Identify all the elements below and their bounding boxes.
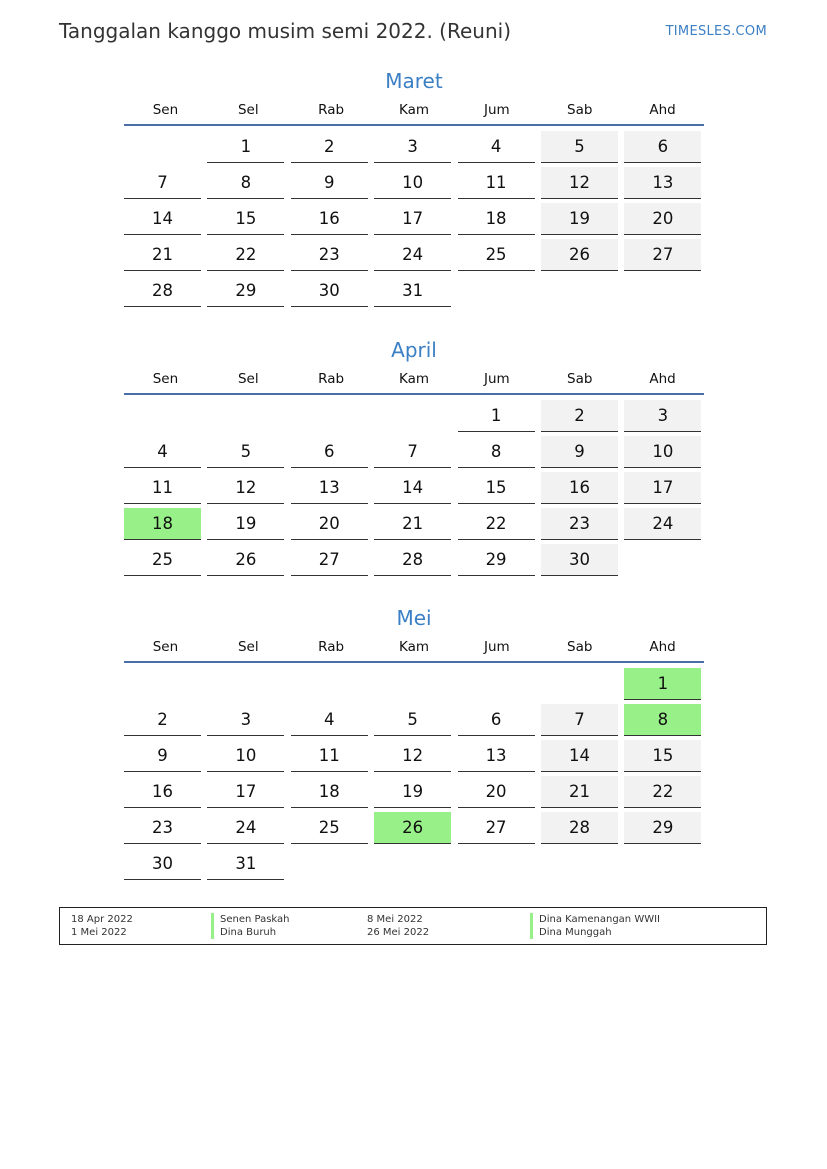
day-cell: 31 — [207, 848, 284, 880]
day-cell: 26 — [541, 239, 618, 271]
day-cell: 22 — [207, 239, 284, 271]
day-cell: 11 — [458, 167, 535, 199]
day-cell: 9 — [291, 167, 368, 199]
day-cell: 15 — [207, 203, 284, 235]
day-cell: 16 — [291, 203, 368, 235]
day-cell: 20 — [458, 776, 535, 808]
day-cell: 5 — [541, 131, 618, 163]
day-cell: 7 — [374, 436, 451, 468]
page-title: Tanggalan kanggo musim semi 2022. (Reuni) — [59, 19, 512, 43]
day-cell: 19 — [541, 203, 618, 235]
day-cell: 11 — [124, 472, 201, 504]
day-cell: 10 — [207, 740, 284, 772]
day-cell: 15 — [624, 740, 701, 772]
weekday-label: Ahd — [649, 371, 676, 387]
week-row — [124, 167, 704, 203]
empty-cell — [541, 668, 618, 699]
empty-cell — [624, 848, 701, 879]
weekday-label: Sen — [152, 102, 179, 118]
empty-cell — [124, 668, 201, 699]
empty-cell — [374, 400, 451, 431]
week-row — [124, 472, 704, 508]
day-cell: 31 — [374, 275, 451, 307]
day-cell: 12 — [541, 167, 618, 199]
calendar-grid — [124, 131, 704, 311]
empty-cell — [291, 400, 368, 431]
day-cell: 8 — [207, 167, 284, 199]
weekday-header — [124, 369, 704, 395]
legend-date: 1 Mei 2022 — [71, 927, 127, 938]
day-cell: 17 — [374, 203, 451, 235]
day-cell: 6 — [624, 131, 701, 163]
day-cell: 20 — [624, 203, 701, 235]
day-cell: 21 — [124, 239, 201, 271]
day-cell: 13 — [624, 167, 701, 199]
day-cell: 6 — [291, 436, 368, 468]
calendar-grid — [124, 668, 704, 884]
day-cell: 12 — [374, 740, 451, 772]
weekday-label: Kam — [398, 371, 430, 387]
weekday-label: Ahd — [649, 639, 676, 655]
day-cell: 4 — [458, 131, 535, 163]
week-row — [124, 848, 704, 884]
legend-holiday-name: Dina Buruh — [211, 926, 276, 939]
weekday-label: Sab — [567, 102, 593, 118]
day-cell: 14 — [374, 472, 451, 504]
day-cell: 1 — [458, 400, 535, 432]
empty-cell — [124, 400, 201, 431]
empty-cell — [374, 848, 451, 879]
weekday-label: Sel — [237, 371, 259, 387]
day-cell: 28 — [374, 544, 451, 576]
day-cell: 16 — [541, 472, 618, 504]
day-cell: 30 — [124, 848, 201, 880]
day-cell: 6 — [458, 704, 535, 736]
month-march — [124, 66, 704, 311]
day-cell: 25 — [291, 812, 368, 844]
day-cell: 2 — [124, 704, 201, 736]
day-cell: 2 — [291, 131, 368, 163]
day-cell: 3 — [624, 400, 701, 432]
day-cell: 19 — [374, 776, 451, 808]
legend-date: 18 Apr 2022 — [71, 914, 133, 925]
empty-cell — [624, 544, 701, 575]
week-row — [124, 436, 704, 472]
day-cell: 24 — [207, 812, 284, 844]
weekday-label: Sel — [237, 639, 259, 655]
month-april — [124, 335, 704, 580]
day-cell: 14 — [541, 740, 618, 772]
day-cell: 18 — [291, 776, 368, 808]
empty-cell — [291, 668, 368, 699]
day-cell: 5 — [207, 436, 284, 468]
month-title: Maret — [385, 69, 443, 93]
day-cell: 18 — [458, 203, 535, 235]
week-row — [124, 203, 704, 239]
day-cell: 4 — [291, 704, 368, 736]
day-cell: 26 — [374, 812, 451, 844]
weekday-header — [124, 100, 704, 126]
brand-link[interactable]: TIMESLES.COM — [665, 24, 767, 39]
weekday-label: Ahd — [649, 102, 676, 118]
day-cell: 23 — [124, 812, 201, 844]
day-cell: 11 — [291, 740, 368, 772]
weekday-label: Rab — [318, 639, 345, 655]
empty-cell — [291, 848, 368, 879]
empty-cell — [374, 668, 451, 699]
day-cell: 23 — [291, 239, 368, 271]
day-cell: 10 — [624, 436, 701, 468]
day-cell: 17 — [624, 472, 701, 504]
day-cell: 29 — [624, 812, 701, 844]
day-cell: 30 — [541, 544, 618, 576]
weekday-label: Jum — [484, 102, 510, 118]
week-row — [124, 704, 704, 740]
day-cell: 15 — [458, 472, 535, 504]
day-cell: 8 — [624, 704, 701, 736]
day-cell: 1 — [207, 131, 284, 163]
legend-date: 26 Mei 2022 — [367, 927, 430, 938]
month-title: April — [391, 338, 437, 362]
day-cell: 2 — [541, 400, 618, 432]
empty-cell — [624, 275, 701, 306]
day-cell: 24 — [374, 239, 451, 271]
day-cell: 1 — [624, 668, 701, 700]
week-row — [124, 544, 704, 580]
day-cell: 4 — [124, 436, 201, 468]
weekday-header — [124, 637, 704, 663]
empty-cell — [124, 131, 201, 162]
weekday-label: Kam — [398, 639, 430, 655]
day-cell: 16 — [124, 776, 201, 808]
day-cell: 23 — [541, 508, 618, 540]
day-cell: 28 — [541, 812, 618, 844]
calendar-grid — [124, 400, 704, 580]
weekday-label: Kam — [398, 102, 430, 118]
month-may — [124, 603, 704, 884]
day-cell: 30 — [291, 275, 368, 307]
weekday-label: Rab — [318, 371, 345, 387]
empty-cell — [541, 848, 618, 879]
day-cell: 13 — [458, 740, 535, 772]
day-cell: 8 — [458, 436, 535, 468]
empty-cell — [458, 668, 535, 699]
empty-cell — [207, 400, 284, 431]
day-cell: 13 — [291, 472, 368, 504]
weekday-label: Sen — [152, 639, 179, 655]
week-row — [124, 275, 704, 311]
day-cell: 22 — [458, 508, 535, 540]
day-cell: 9 — [541, 436, 618, 468]
weekday-label: Jum — [484, 639, 510, 655]
day-cell: 28 — [124, 275, 201, 307]
weekday-label: Rab — [318, 102, 345, 118]
day-cell: 27 — [624, 239, 701, 271]
legend-holiday-name: Senen Paskah — [211, 913, 290, 926]
day-cell: 18 — [124, 508, 201, 540]
weekday-label: Sen — [152, 371, 179, 387]
holiday-legend — [59, 907, 767, 945]
day-cell: 22 — [624, 776, 701, 808]
weekday-label: Jum — [484, 371, 510, 387]
day-cell: 7 — [124, 167, 201, 199]
empty-cell — [458, 848, 535, 879]
empty-cell — [458, 275, 535, 306]
week-row — [124, 400, 704, 436]
day-cell: 29 — [458, 544, 535, 576]
day-cell: 7 — [541, 704, 618, 736]
day-cell: 17 — [207, 776, 284, 808]
week-row — [124, 239, 704, 275]
week-row — [124, 131, 704, 167]
legend-holiday-name: Dina Kamenangan WWII — [530, 913, 660, 926]
week-row — [124, 776, 704, 812]
day-cell: 21 — [541, 776, 618, 808]
weekday-label: Sel — [237, 102, 259, 118]
day-cell: 25 — [124, 544, 201, 576]
day-cell: 3 — [374, 131, 451, 163]
week-row — [124, 740, 704, 776]
legend-holiday-name: Dina Munggah — [530, 926, 612, 939]
day-cell: 26 — [207, 544, 284, 576]
day-cell: 29 — [207, 275, 284, 307]
empty-cell — [207, 668, 284, 699]
day-cell: 20 — [291, 508, 368, 540]
day-cell: 24 — [624, 508, 701, 540]
month-title: Mei — [396, 606, 432, 630]
day-cell: 12 — [207, 472, 284, 504]
legend-date: 8 Mei 2022 — [367, 914, 423, 925]
day-cell: 14 — [124, 203, 201, 235]
day-cell: 21 — [374, 508, 451, 540]
empty-cell — [541, 275, 618, 306]
day-cell: 3 — [207, 704, 284, 736]
week-row — [124, 508, 704, 544]
week-row — [124, 668, 704, 704]
weekday-label: Sab — [567, 639, 593, 655]
day-cell: 27 — [291, 544, 368, 576]
day-cell: 19 — [207, 508, 284, 540]
day-cell: 9 — [124, 740, 201, 772]
day-cell: 27 — [458, 812, 535, 844]
weekday-label: Sab — [567, 371, 593, 387]
week-row — [124, 812, 704, 848]
day-cell: 25 — [458, 239, 535, 271]
day-cell: 10 — [374, 167, 451, 199]
day-cell: 5 — [374, 704, 451, 736]
